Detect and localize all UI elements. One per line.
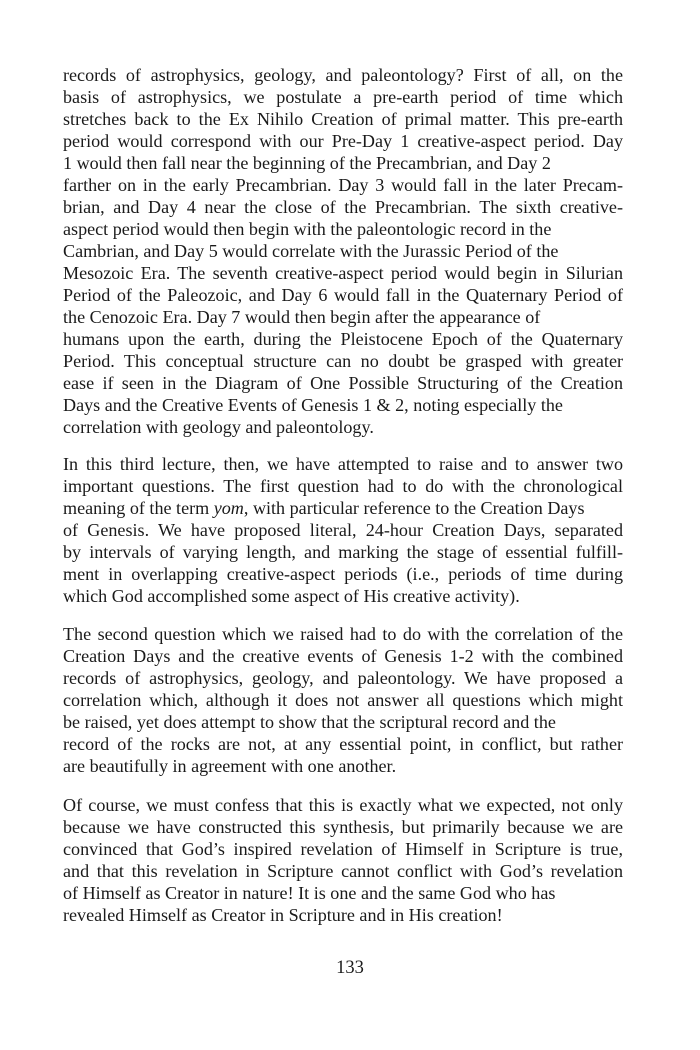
- text-line: record of the rocks are not, at any essential point, in conflict, but rather: [63, 734, 623, 754]
- text-line: Creation Days and the creative events of Genesis 1-2 with the combined: [63, 646, 623, 666]
- text-line: Period. This conceptual structure can no doubt be grasped with greater: [63, 351, 623, 371]
- paragraph-3: [63, 623, 623, 777]
- paragraph-1: [63, 64, 623, 438]
- italic-term: yom: [213, 498, 244, 518]
- text-line: correlation with geology and paleontology.: [63, 417, 374, 437]
- text-line: of Himself as Creator in nature! It is one and the same God who has: [63, 883, 556, 903]
- text-line: convinced that God’s inspired revelation of Himself in Scripture is true,: [63, 839, 623, 859]
- text-line: brian, and Day 4 near the close of the Precambrian. The sixth creative-: [63, 197, 623, 217]
- text-line: ment in overlapping creative-aspect periods (i.e., periods of time during: [63, 564, 623, 584]
- text-line: because we have constructed this synthesis, but primarily because we are: [63, 817, 623, 837]
- text-line: revealed Himself as Creator in Scripture and in His creation!: [63, 905, 503, 925]
- text-segment: meaning of the term: [63, 498, 214, 518]
- text-line: [63, 497, 623, 519]
- text-segment: , with particular reference to the Creation Days: [243, 498, 585, 518]
- text-line: the Cenozoic Era. Day 7 would then begin after the appearance of: [63, 307, 541, 327]
- text-line: Of course, we must confess that this is exactly what we expected, not only: [63, 795, 623, 815]
- text-line: 1 would then fall near the beginning of the Precambrian, and Day 2: [63, 153, 551, 173]
- text-line: important questions. The first question had to do with the chronological: [63, 476, 623, 496]
- text-line: ease if seen in the Diagram of One Possible Structuring of the Creation: [63, 373, 623, 393]
- text-line: by intervals of varying length, and marking the stage of essential fulfill-: [63, 542, 623, 562]
- text-line: humans upon the earth, during the Pleistocene Epoch of the Quaternary: [63, 329, 623, 349]
- text-line: aspect period would then begin with the paleontologic record in the: [63, 219, 552, 239]
- text-line: records of astrophysics, geology, and paleontology. We have proposed a: [63, 668, 623, 688]
- paragraph-2: [63, 453, 623, 607]
- text-line: be raised, yet does attempt to show that the scriptural record and the: [63, 712, 556, 732]
- text-line: correlation which, although it does not answer all questions which might: [63, 690, 623, 710]
- paragraph-4: [63, 794, 623, 926]
- text-line: In this third lecture, then, we have attempted to raise and to answer two: [63, 454, 623, 474]
- text-line: records of astrophysics, geology, and paleontology? First of all, on the: [63, 65, 623, 85]
- text-line: and that this revelation in Scripture cannot conflict with God’s revelation: [63, 861, 623, 881]
- text-line: farther on in the early Precambrian. Day 3 would fall in the later Precam-: [63, 175, 623, 195]
- text-line: Mesozoic Era. The seventh creative-aspect period would begin in Silurian: [63, 263, 623, 283]
- text-line: are beautifully in agreement with one another.: [63, 756, 397, 776]
- page-number: 133: [336, 958, 364, 978]
- text-line: stretches back to the Ex Nihilo Creation of primal matter. This pre-earth: [63, 109, 623, 129]
- text-line: Cambrian, and Day 5 would correlate with the Jurassic Period of the: [63, 241, 559, 261]
- text-line: of Genesis. We have proposed literal, 24-hour Creation Days, separated: [63, 520, 623, 540]
- text-line: Period of the Paleozoic, and Day 6 would fall in the Quaternary Period of: [63, 285, 623, 305]
- text-line: The second question which we raised had to do with the correlation of the: [63, 624, 623, 644]
- text-line: which God accomplished some aspect of His creative activity).: [63, 586, 520, 606]
- text-line: basis of astrophysics, we postulate a pre-earth period of time which: [63, 87, 623, 107]
- text-line: period would correspond with our Pre-Day 1 creative-aspect period. Day: [63, 131, 623, 151]
- text-line: Days and the Creative Events of Genesis 1 & 2, noting especially the: [63, 395, 563, 415]
